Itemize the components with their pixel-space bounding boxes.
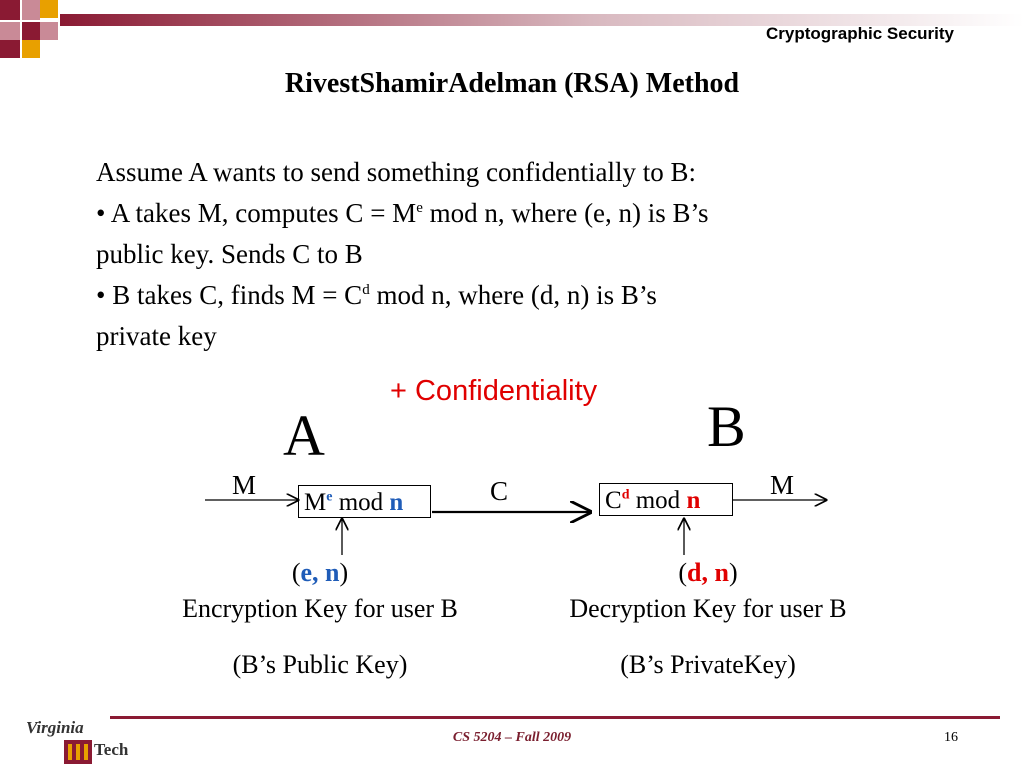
enc-key-pair (140, 558, 500, 588)
party-b-label: B (707, 394, 746, 459)
bullet-1-cont: public key. Sends C to B (96, 239, 363, 269)
enc-key-note: (B’s Public Key) (232, 650, 408, 679)
enc-open: ( (291, 558, 301, 587)
decrypt-box (599, 483, 733, 516)
bullet-2-cont: private key (96, 321, 217, 351)
dec-close: ) (728, 558, 738, 587)
logo-text-virginia: Virginia (26, 718, 84, 737)
page-number: 16 (944, 730, 958, 745)
m-output-label: M (770, 470, 795, 500)
m-input-label: M (232, 470, 257, 500)
dec-key-desc: Decryption Key for user B (569, 594, 847, 623)
encrypt-n: n (389, 489, 404, 516)
slide-title: RivestShamirAdelman (RSA) Method (284, 68, 740, 99)
ciphertext-label: C (490, 476, 509, 506)
enc-key-desc: Encryption Key for user B (182, 594, 458, 623)
decrypt-base: C (605, 487, 622, 514)
enc-keys: e, n (300, 558, 340, 587)
bullet-2-sup: d (362, 282, 370, 298)
enc-close: ) (339, 558, 349, 587)
bullet-2-pre: • B takes C, finds M = C (96, 280, 363, 310)
dec-key-note: (B’s PrivateKey) (620, 650, 796, 679)
bullet-1-post: mod n, where (e, n) is B’s (422, 198, 709, 228)
encrypt-mod: mod (332, 489, 390, 516)
confidentiality-label: + Confidentiality (390, 375, 598, 407)
dec-key-pair (508, 558, 908, 588)
footer-rule (110, 716, 1000, 719)
encrypt-base: M (304, 489, 327, 516)
logo-text-tech: Tech (94, 740, 129, 759)
encrypt-exp: e (326, 489, 333, 505)
bullet-1-pre: • A takes M, computes C = M (96, 198, 417, 228)
dec-keys: d, n (687, 558, 729, 587)
decrypt-exp: d (621, 487, 630, 503)
footer-course: CS 5204 – Fall 2009 (452, 730, 572, 745)
dec-open: ( (678, 558, 688, 587)
body-intro: Assume A wants to send something confidentially to B: (96, 157, 696, 187)
header-title: Cryptographic Security (766, 24, 954, 43)
bullet-1-sup: e (416, 200, 423, 216)
decrypt-mod: mod (629, 487, 687, 514)
decrypt-n: n (686, 487, 701, 514)
bullet-2-post: mod n, where (d, n) is B’s (369, 280, 657, 310)
party-a-label: A (283, 403, 325, 468)
encrypt-box (298, 485, 431, 518)
